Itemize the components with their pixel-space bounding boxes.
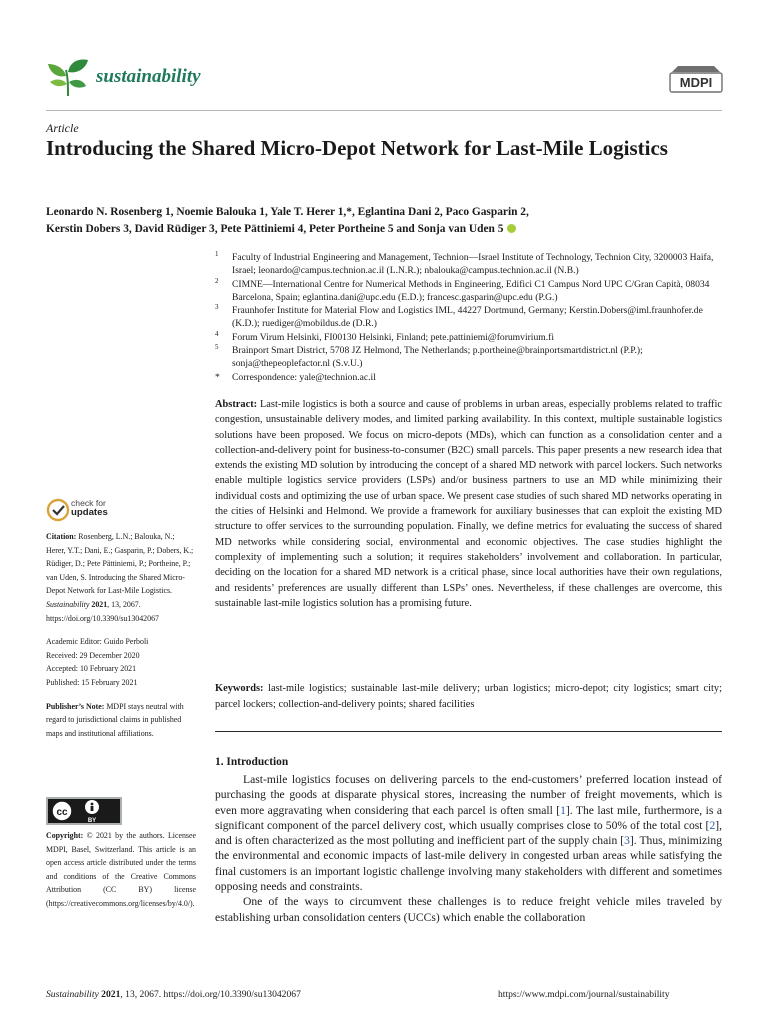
- article-info-sidebar: [46, 530, 196, 740]
- affiliation-item: 3 Fraunhofer Institute for Material Flow and Logistics IML, 44227 Dortmund, Germany; Kerstin.Dobers@iml.fraunhofer.de (K.D.); ruediger@mobildus.de (D.R.): [215, 303, 703, 330]
- header-divider: [46, 110, 722, 111]
- introduction-body: [215, 772, 722, 925]
- cc-by-text: BY: [87, 818, 97, 824]
- svg-text:cc: cc: [56, 807, 68, 818]
- academic-editor: Academic Editor: Guido Perboli: [46, 637, 149, 647]
- footer-citation: Sustainability 2021, 13, 2067. https://doi.org/10.3390/su13042067: [46, 989, 301, 1000]
- citation-link[interactable]: 2: [709, 818, 716, 832]
- orcid-icon[interactable]: [507, 224, 516, 233]
- affiliations: [215, 251, 720, 384]
- paragraph: One of the ways to circumvent these challenges is to reduce freight vehicle miles traveled by establishing urban consolidation centers (UCCs) which enable the collaboration: [215, 895, 722, 924]
- keywords-text: last-mile logistics; sustainable last-mile delivery; urban logistics; micro-depot; city logistics; smart city; parcel lockers; collection-and-delivery points; shared facilities: [215, 683, 722, 710]
- check-updates-icon[interactable]: [46, 497, 72, 523]
- section-divider: [215, 731, 722, 732]
- check-updates-badge[interactable]: check for updates: [71, 498, 108, 518]
- journal-name: sustainability: [96, 66, 201, 87]
- article-type: Article: [46, 121, 79, 135]
- authors-line-1: Leonardo N. Rosenberg 1, Noemie Balouka 1, Yale T. Herer 1,*, Eglantina Dani 2, Paco Gasparin 2,: [46, 206, 529, 218]
- keywords: [215, 681, 722, 713]
- abstract-label: Abstract:: [215, 399, 258, 410]
- section-title: 1. Introduction: [215, 756, 289, 768]
- copyright-notice: Copyright: © 2021 by the authors. Licensee MDPI, Basel, Switzerland. This article is an open access article distributed under the terms and conditions of the Creative Commons Attribution (CC BY) license (https://creativecommons.org/licenses/by/4.0/).: [46, 831, 196, 908]
- abstract-text: Last-mile logistics is both a source and cause of problems in urban areas, especially problems related to traffic congestion, unsustainable delivery modes, and limited parking availability. In this context, multiple sustainable logistics solutions have been proposed. We focus on micro-depots (MDs), which can function as a consolidation center and a collection-and-delivery point for business-to-consumer (B2C) small parcels. This paper presents a new research idea that extends the existing MD solution by introducing the concept of a shared MD network with parcel lockers. Such networks enable multiple logistics service providers (LSPs) and/or business partners to use an MD while minimizing their individual costs and optimizing the use of urban space. We present case studies of such shared MD networks operating in the cities of Helsinki and Helmond. We provide a framework for auxiliary businesses that can exploit the existing MD structure to offer services to the surrounding population. Finally, we define metrics for evaluating the success of shared MD networks while considering social, environmental and economic objectives. The case studies highlight the complexity of implementing such a solution; it requires stakeholders’ involvement and collaboration. In particular, deciding on the location for a shared MD network is a critical phase, since local authorities have their own regulations, and residents’ preferences are usually different than LSPs’ ones. Nevertheless, if these challenges are overcome, this sustainable last-mile logistics solution has a promising future.: [215, 399, 722, 609]
- publisher-note: Publisher’s Note: MDPI stays neutral with regard to jurisdictional claims in published maps and institutional affiliations.: [46, 701, 184, 738]
- affiliation-item: 2 CIMNE—International Centre for Numerical Methods in Engineering, Edifici C1 Campus Nord UPC C/Gran Capità, 08034 Barcelona, Spain; eglantina.dani@upc.edu (E.D.); francesc.gasparin@upc.edu (P.G.): [215, 276, 710, 303]
- authors-line-2: Kerstin Dobers 3, David Rüdiger 3, Pete Pättiniemi 4, Peter Portheine 5 and Sonja van Uden 5: [46, 223, 504, 235]
- footer-journal-url[interactable]: https://www.mdpi.com/journal/sustainability: [498, 989, 670, 1000]
- cc-by-license-icon[interactable]: [46, 797, 122, 825]
- published-date: Published: 15 February 2021: [46, 677, 138, 687]
- accepted-date: Accepted: 10 February 2021: [46, 664, 137, 674]
- citation: Citation: Rosenberg, L.N.; Balouka, N.; Herer, Y.T.; Dani, E.; Gasparin, P.; Dobers, K.; Rüdiger, D.; Pete Pättiniemi, P.; Portheine, P.; van Uden, S. Introducing the Shared Micro-Depot Network for Last-Mile Logistics. Sustainability 2021, 13, 2067. https://doi.org/10.3390/su13042067: [46, 532, 194, 623]
- journal-logo-icon: [46, 56, 90, 98]
- affiliation-item: 4 Forum Virum Helsinki, FI00130 Helsinki, Finland; pete.pattiniemi@forumvirium.fi: [215, 329, 554, 343]
- affiliation-item: 1 Faculty of Industrial Engineering and Management, Technion—Israel Institute of Technology, Technion City, 3200003 Haifa, Israel; leonardo@campus.technion.ac.il (L.N.R.); nbalouka@campus.technion.ac.il (N.B.): [215, 250, 714, 277]
- page-title: Introducing the Shared Micro-Depot Network for Last-Mile Logistics: [46, 136, 668, 160]
- mdpi-logo-text: MDPI: [679, 75, 713, 90]
- citation-link[interactable]: 1: [560, 803, 566, 817]
- keywords-label: Keywords:: [215, 683, 264, 694]
- paragraph: Last-mile logistics focuses on delivering parcels to the end-customers’ preferred location instead of purchasing the goods at disparate physical stores, increasing the number of freight movements, which is even more aggravating when considering that each parcel is often small [1]. The last mile, furthermore, is a significant component of the parcel delivery cost, which usually comprises close to 50% of the total cost [2], and is often characterized as the most polluting and inefficient part of the supply chain [3]. Thus, minimizing the environmental and economic impacts of last-mile delivery in congested urban areas while satisfying the final customers is an important logistic challenge involving many stakeholders with different and sometimes opposing needs and constraints.: [215, 773, 722, 894]
- received-date: Received: 29 December 2020: [46, 650, 140, 660]
- mdpi-logo: [668, 64, 724, 94]
- abstract: [215, 397, 722, 611]
- affiliation-item: 5 Brainport Smart District, 5708 JZ Helmond, The Netherlands; p.portheine@brainportsmartdistrict.nl (P.P.); sonja@thepeoplefactor.nl (S.v.U.): [215, 343, 643, 370]
- author-list: [46, 204, 722, 238]
- correspondence: * Correspondence: yale@technion.ac.il: [215, 371, 376, 383]
- citation-link[interactable]: 3: [624, 834, 630, 848]
